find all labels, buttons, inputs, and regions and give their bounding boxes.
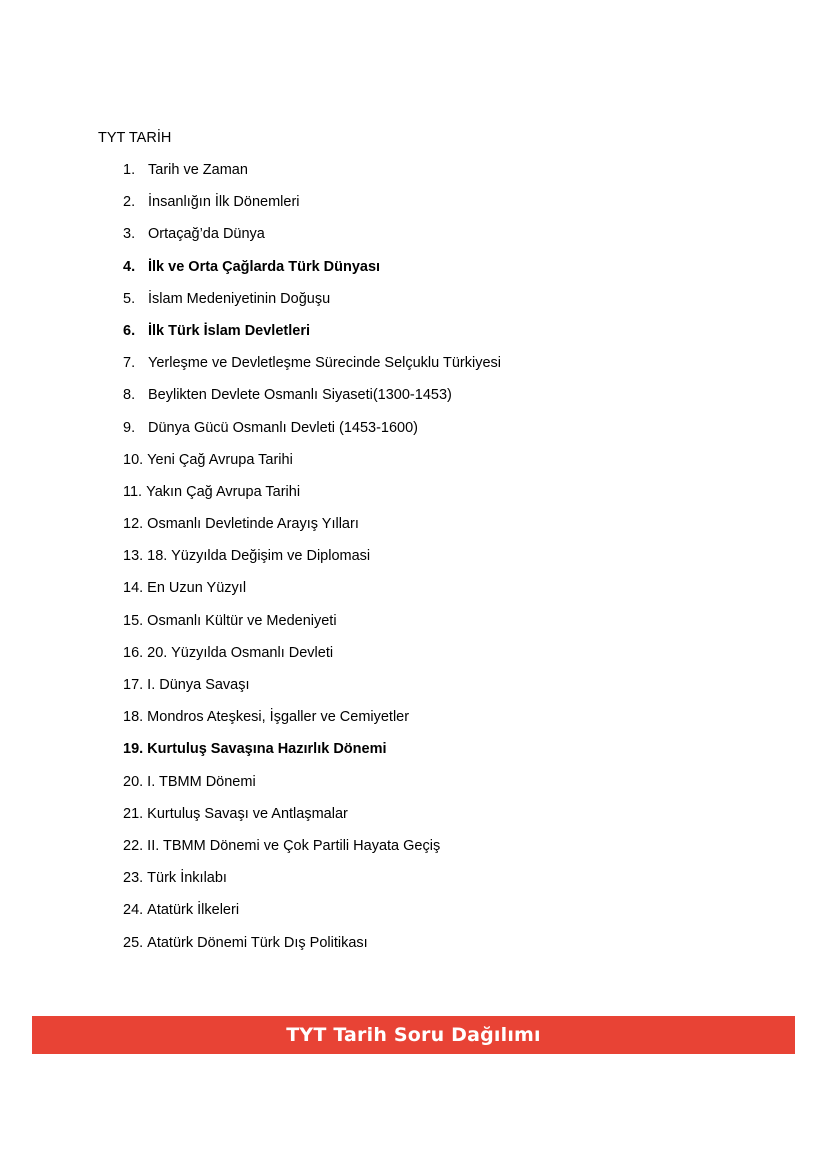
list-item (123, 773, 501, 805)
list-item-label: II. TBMM Dönemi ve Çok Partili Hayata Geçiş (147, 837, 441, 854)
list-item (123, 419, 501, 451)
list-item (123, 258, 501, 290)
list-item (123, 290, 501, 322)
list-item-label: Osmanlı Kültür ve Medeniyeti (147, 612, 337, 629)
list-item-label: Yerleşme ve Devletleşme Sürecinde Selçuklu Türkiyesi (148, 355, 501, 372)
list-item-label: Atatürk Dönemi Türk Dış Politikası (147, 934, 368, 951)
list-item (123, 579, 501, 611)
list-item-number: 4. (123, 258, 136, 275)
list-item (123, 515, 501, 547)
list-item-label: Türk İnkılabı (147, 870, 227, 887)
list-item-number: 19. (123, 741, 144, 758)
list-item-number: 6. (123, 322, 136, 339)
list-item-number: 23. (123, 870, 144, 887)
list-item-number: 7. (123, 355, 136, 372)
list-item-number: 1. (123, 162, 136, 178)
list-item (123, 386, 501, 418)
list-item-number: 15. (123, 612, 144, 629)
list-item-number: 20. (123, 773, 144, 790)
list-item-label: Mondros Ateşkesi, İşgaller ve Cemiyetler (147, 709, 410, 726)
list-item-label: Ortaçağ’da Dünya (148, 226, 265, 243)
list-item-label: Yeni Çağ Avrupa Tarihi (147, 451, 293, 468)
list-item-number: 25. (123, 934, 144, 951)
list-item-label: İlk ve Orta Çağlarda Türk Dünyası (148, 258, 381, 275)
list-item-label: Osmanlı Devletinde Arayış Yılları (147, 516, 359, 533)
list-item-number: 8. (123, 387, 136, 404)
list-item-label: 18. Yüzyılda Değişim ve Diplomasi (147, 548, 371, 565)
list-item-label: İnsanlığın İlk Dönemleri (148, 194, 300, 211)
section-banner (32, 1016, 795, 1054)
list-item (123, 708, 501, 740)
list-item (123, 193, 501, 225)
list-item-number: 22. (123, 837, 144, 854)
list-item-label: İlk Türk İslam Devletleri (148, 322, 310, 339)
list-item-number: 9. (123, 419, 136, 436)
list-item-number: 21. (123, 805, 144, 822)
list-item (123, 869, 501, 901)
list-item (123, 837, 501, 869)
list-item-number: 18. (123, 709, 144, 726)
list-item-number: 2. (123, 194, 136, 211)
list-item-number: 13. (123, 548, 144, 565)
banner-title: TYT Tarih Soru Dağılımı (286, 1024, 541, 1046)
list-item (123, 483, 501, 515)
list-item-label: En Uzun Yüzyıl (147, 580, 247, 597)
list-item (123, 676, 501, 708)
list-item (123, 225, 501, 257)
list-item-label: Yakın Çağ Avrupa Tarihi (146, 483, 301, 500)
list-item-label: Atatürk İlkeleri (147, 902, 240, 919)
list-item (123, 644, 501, 676)
list-item (123, 612, 501, 644)
list-item (123, 934, 501, 966)
list-item-number: 16. (123, 644, 144, 661)
list-item-number: 11. (123, 483, 143, 500)
list-item-number: 17. (123, 677, 144, 693)
list-item-label: Dünya Gücü Osmanlı Devleti (1453-1600) (148, 419, 418, 436)
list-item (123, 547, 501, 579)
list-item-number: 14. (123, 580, 144, 597)
list-item-number: 10. (123, 451, 144, 468)
list-item-number: 24. (123, 902, 144, 919)
list-item (123, 805, 501, 837)
list-item (123, 161, 501, 193)
topic-list (123, 161, 501, 966)
list-item-label: 20. Yüzyılda Osmanlı Devleti (147, 644, 334, 661)
list-item-label: I. Dünya Savaşı (147, 677, 250, 693)
list-item-number: 5. (123, 290, 136, 307)
list-item (123, 322, 501, 354)
list-item-number: 3. (123, 226, 136, 243)
list-item (123, 901, 501, 933)
list-item-label: Kurtuluş Savaşı ve Antlaşmalar (147, 805, 348, 822)
list-item (123, 451, 501, 483)
list-item-label: İslam Medeniyetinin Doğuşu (148, 290, 331, 307)
list-item-label: I. TBMM Dönemi (147, 773, 256, 790)
list-item-label: Tarih ve Zaman (148, 162, 248, 178)
page-heading: TYT TARİH (98, 130, 172, 146)
list-item-label: Beylikten Devlete Osmanlı Siyaseti(1300-1453) (148, 387, 452, 404)
list-item (123, 740, 501, 772)
list-item-label: Kurtuluş Savaşına Hazırlık Dönemi (147, 741, 387, 758)
list-item (123, 354, 501, 386)
list-item-number: 12. (123, 516, 144, 533)
